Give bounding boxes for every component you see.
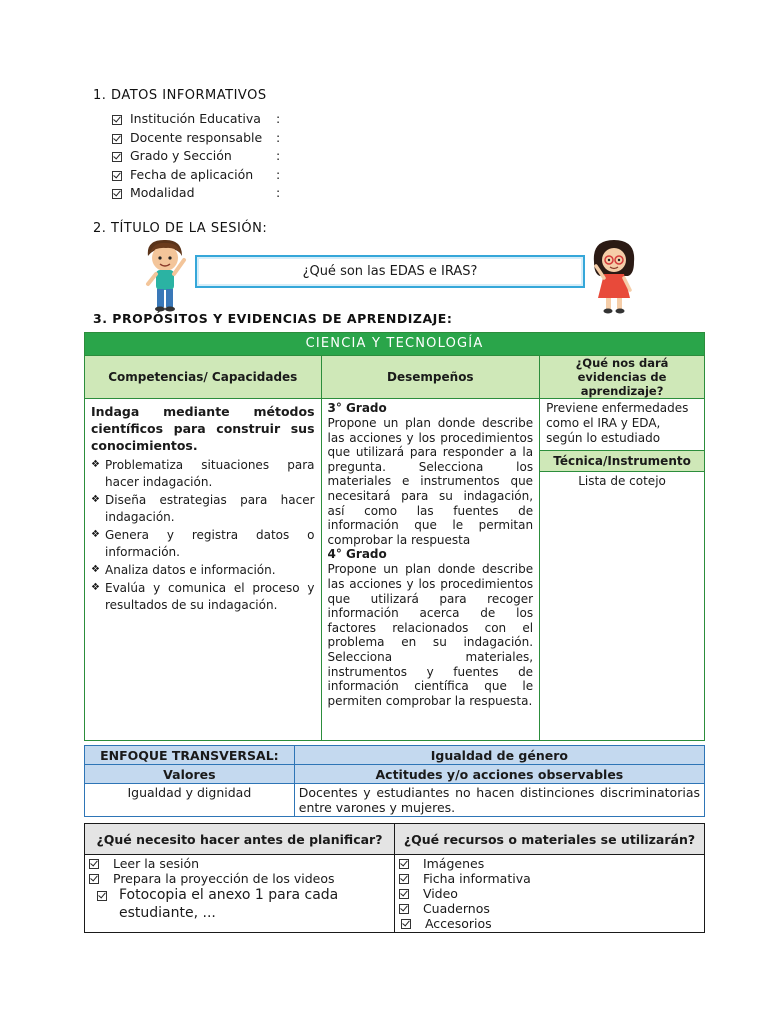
planificacion-table — [84, 823, 705, 933]
checkbox-icon — [399, 874, 409, 884]
checkbox-icon — [401, 919, 411, 929]
section-3-title: 3. PROPÓSITOS Y EVIDENCIAS DE APRENDIZAJE: — [93, 311, 453, 326]
checkbox-icon — [112, 152, 122, 162]
girl-illustration — [588, 236, 640, 316]
enfoque-value: Igualdad de género — [294, 746, 704, 765]
diamond-bullet-icon: ❖ — [91, 564, 100, 575]
actitud-cell: Docentes y estudiantes no hacen distinciones discriminatorias entre varones y mujeres. — [294, 784, 704, 817]
grado-3-text: Propone un plan donde describe las acciones y los procedimientos que utilizará para responder a la pregunta. Selecciona los materiales e instrumentos que necesitará para su indagación, así como las fuentes de información que le permitan comprobar la respuesta — [327, 416, 534, 547]
checkbox-icon — [112, 134, 122, 144]
diamond-bullet-icon: ❖ — [91, 459, 100, 470]
valores-header: Valores — [85, 765, 295, 784]
section-1-title: 1. DATOS INFORMATIVOS — [93, 88, 267, 103]
tecnica-header: Técnica/Instrumento — [540, 450, 704, 472]
checkbox-icon — [89, 859, 99, 869]
diamond-bullet-icon: ❖ — [91, 529, 100, 540]
evidencias-cell — [540, 399, 705, 741]
checkbox-icon — [112, 171, 122, 181]
desempenos-cell — [321, 399, 540, 741]
boy-illustration — [138, 236, 194, 316]
datos-informativos-list — [112, 110, 280, 203]
section-2-title: 2. TÍTULO DE LA SESIÓN: — [93, 221, 268, 236]
list-item: Cuadernos — [399, 901, 700, 916]
checkbox-icon — [89, 874, 99, 884]
planificar-header: ¿Qué necesito hacer antes de planificar? — [85, 824, 395, 855]
diamond-bullet-icon: ❖ — [91, 494, 100, 505]
capacidad-item: ❖ Problematiza situaciones para hacer indagación. — [91, 458, 315, 489]
checkbox-icon — [399, 904, 409, 914]
propositos-table — [84, 332, 705, 741]
info-row: Institución Educativa : — [112, 110, 280, 129]
capacidad-item: ❖ Evalúa y comunica el proceso y resultados de su indagación. — [91, 581, 315, 612]
list-item: Ficha informativa — [399, 871, 700, 886]
enfoque-label: ENFOQUE TRANSVERSAL: — [85, 746, 295, 765]
competencia-text: Indaga mediante métodos científicos para construir sus conocimientos. — [91, 404, 315, 453]
actitudes-header: Actitudes y/o acciones observables — [294, 765, 704, 784]
competencias-cell — [85, 399, 322, 741]
checkbox-icon — [399, 889, 409, 899]
info-row: Fecha de aplicación : — [112, 166, 280, 185]
capacidad-item: ❖ Analiza datos e información. — [91, 563, 276, 577]
list-item: Prepara la proyección de los videos — [89, 871, 390, 886]
diamond-bullet-icon: ❖ — [91, 582, 100, 593]
list-item: Video — [399, 886, 700, 901]
list-item: Leer la sesión — [89, 856, 390, 871]
enfoque-table — [84, 745, 705, 817]
checkbox-icon — [399, 859, 409, 869]
area-header: CIENCIA Y TECNOLOGÍA — [85, 333, 705, 356]
recursos-cell — [394, 855, 704, 933]
list-item: Fotocopia el anexo 1 para cada estudiante, ... — [97, 886, 390, 922]
planificar-cell — [85, 855, 395, 933]
session-title-box: ¿Qué son las EDAS e IRAS? — [195, 255, 585, 288]
checkbox-icon — [97, 891, 107, 901]
evidencias-header: ¿Qué nos dará evidencias de aprendizaje? — [540, 356, 705, 399]
competencias-header: Competencias/ Capacidades — [85, 356, 322, 399]
valor-cell: Igualdad y dignidad — [85, 784, 295, 817]
instrumento-text: Lista de cotejo — [578, 474, 666, 488]
desempenos-header: Desempeños — [321, 356, 540, 399]
capacidad-item: ❖ Diseña estrategias para hacer indagación. — [91, 493, 315, 524]
info-row: Modalidad : — [112, 184, 280, 203]
info-row: Grado y Sección : — [112, 147, 280, 166]
checkbox-icon — [112, 115, 122, 125]
checkbox-icon — [112, 189, 122, 199]
grado-4-text: Propone un plan donde describe las acciones y los procedimientos que utilizará para recoger información acerca de los factores relacionados con el problema en su indagación. Selecciona materiales, instrumentos y fuentes de información científica que le permiten comprobar la respuesta. — [327, 562, 534, 708]
recursos-header: ¿Qué recursos o materiales se utilizarán? — [394, 824, 704, 855]
evidencia-text: Previene enfermedades como el IRA y EDA, según lo estudiado — [546, 401, 689, 445]
list-item: Accesorios — [401, 916, 700, 931]
grado-3-label: 3° Grado — [327, 401, 387, 415]
list-item: Imágenes — [399, 856, 700, 871]
capacidad-item: ❖ Genera y registra datos o información. — [91, 528, 315, 559]
grado-4-label: 4° Grado — [327, 547, 387, 562]
info-row: Docente responsable : — [112, 129, 280, 148]
